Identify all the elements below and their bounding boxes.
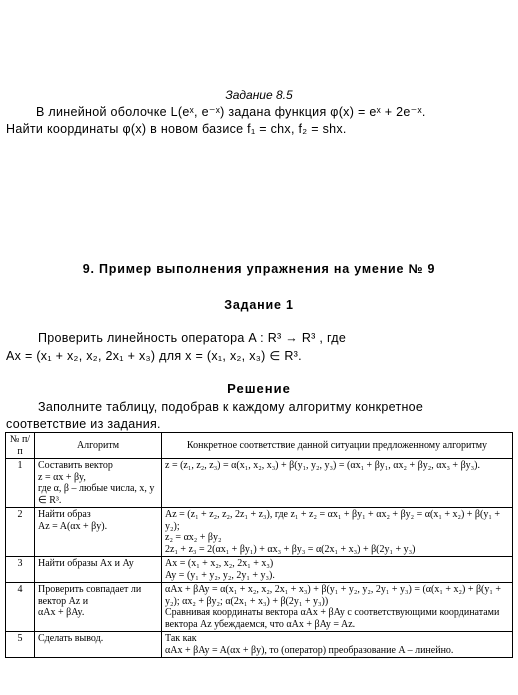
row-algorithm-cell xyxy=(35,583,162,632)
row-algorithm-line: Составить вектор xyxy=(38,460,113,471)
row-number: 2 xyxy=(6,508,35,557)
row-algorithm-line: z = αx + βy, xyxy=(38,471,86,483)
row-concrete-line: z = (z₁, z₂, z₃) = α(x₁, x₂, x₃) + β(y₁, y₂, y₃) = (αx₁ + βy₁, αx₂ + βy₂, αx₃ + βy₃). xyxy=(165,460,480,471)
row-concrete-line: Так как xyxy=(165,633,197,644)
solution-intro-line-1: Заполните таблицу, подобрав к каждому алгоритму конкретное xyxy=(38,400,424,414)
solution-heading: Решение xyxy=(227,381,291,396)
row-concrete-line: αAx + βAy = A(αx + βy), то (оператор) преобразование A – линейно. xyxy=(165,644,454,656)
table-row xyxy=(6,632,513,658)
table-row xyxy=(6,508,513,557)
row-concrete-cell xyxy=(162,583,513,632)
row-algorithm-cell xyxy=(35,557,162,583)
task-8-5-statement-line-1: В линейной оболочке L(eˣ, e⁻ˣ) задана функция φ(x) = eˣ + 2e⁻ˣ. xyxy=(36,105,426,119)
row-algorithm-line: Сделать вывод. xyxy=(38,633,104,644)
header-algorithm: Алгоритм xyxy=(35,433,162,459)
row-concrete-line: αAx + βAy = α(x₁ + x₂, x₂, 2x₁ + x₃) + β(y₁ + y₂, y₂, 2y₁ + y₃) = (α(x₁ + x₂) + β(y₁ + y₂); αx₂ + βy₂; α(2x₁ + x₃) + β(2y₁ + y₃)) xyxy=(165,584,502,607)
row-algorithm-line: Найти образ xyxy=(38,509,91,520)
table-row xyxy=(6,583,513,632)
task-1-statement-line-2: Ax = (x₁ + x₂, x₂, 2x₁ + x₃) для x = (x₁, x₂, x₃) ∈ R³. xyxy=(6,349,302,363)
row-number: 1 xyxy=(6,459,35,508)
row-algorithm-line: Найти образы Ax и Ay xyxy=(38,558,134,569)
task-1-statement-line-1: Проверить линейность оператора A : R³ → R³ , где xyxy=(38,331,347,345)
table-header-row xyxy=(6,433,513,459)
row-concrete-line: Ax = (x₁ + x₂, x₂, 2x₁ + x₃) xyxy=(165,558,274,569)
task-8-5-statement-line-2: Найти координаты φ(x) в новом базисе f₁ = chx, f₂ = shx. xyxy=(6,122,347,136)
table-row xyxy=(6,557,513,583)
task-8-5-title: Задание 8.5 xyxy=(225,88,293,102)
table-row xyxy=(6,459,513,508)
row-algorithm-line: Az = A(αx + βy). xyxy=(38,520,108,532)
row-algorithm-line: Проверить совпадает ли вектор Az и xyxy=(38,584,142,607)
section-heading: 9. Пример выполнения упражнения на умение № 9 xyxy=(82,262,436,276)
header-number: № п/п xyxy=(6,433,35,459)
row-number: 5 xyxy=(6,632,35,658)
row-concrete-line: Ay = (y₁ + y₂, y₂, 2y₁ + y₃). xyxy=(165,569,275,581)
row-algorithm-cell xyxy=(35,632,162,658)
row-concrete-cell xyxy=(162,557,513,583)
row-number: 3 xyxy=(6,557,35,583)
row-concrete-line: Сравнивая координаты вектора αAx + βAy с соответствующими координатами вектора Az убеждаемся, что αAx + βAy = Az. xyxy=(165,607,500,630)
header-concrete: Конкретное соответствие данной ситуации предложенному алгоритму xyxy=(162,433,513,459)
table-body xyxy=(6,459,513,658)
row-concrete-cell xyxy=(162,632,513,658)
row-algorithm-line: где α, β – любые числа, x, y ∈ R³. xyxy=(38,483,155,506)
row-algorithm-line: αAx + βAy. xyxy=(38,607,85,618)
row-number: 4 xyxy=(6,583,35,632)
algorithm-table xyxy=(5,432,513,658)
row-algorithm-cell xyxy=(35,508,162,557)
row-concrete-cell xyxy=(162,508,513,557)
row-concrete-cell xyxy=(162,459,513,508)
row-concrete-line: Az = (z₁ + z₂, z₂, 2z₁ + z₃), где z₁ + z₂ = αx₁ + βy₁ + αx₂ + βy₂ = α(x₁ + x₂) + β(y₁ + y₂); xyxy=(165,509,500,532)
solution-intro-line-2: соответствие из задания. xyxy=(6,417,161,431)
row-concrete-line: 2z₁ + z₃ = 2(αx₁ + βy₁) + αx₃ + βy₃ = α(2x₁ + x₃) + β(2y₁ + y₃) xyxy=(165,543,416,555)
task-1-title: Задание 1 xyxy=(224,298,294,312)
row-concrete-line: z₂ = αx₂ + βy₂ xyxy=(165,532,222,543)
row-algorithm-cell xyxy=(35,459,162,508)
